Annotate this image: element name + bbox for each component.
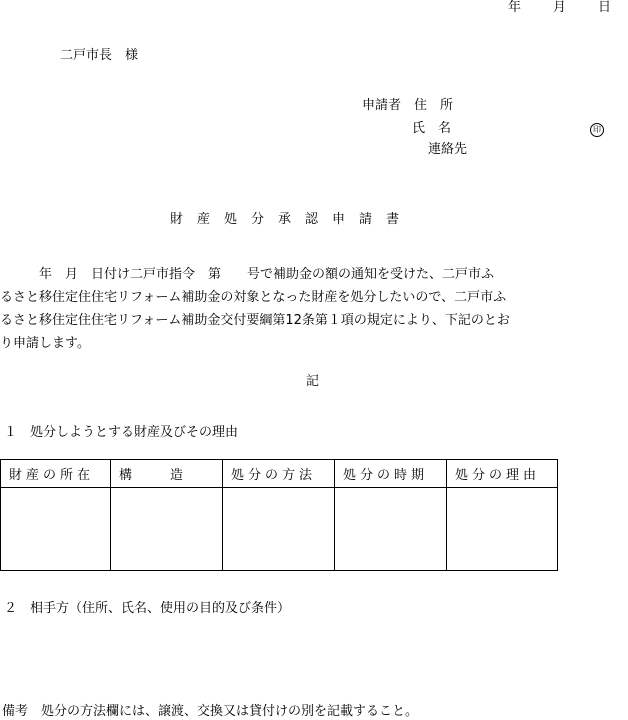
cell-method[interactable]: [223, 488, 335, 571]
seal-icon: 印: [590, 123, 604, 137]
property-table: [0, 459, 558, 571]
date-year: 年: [508, 0, 522, 15]
cell-structure[interactable]: [111, 488, 223, 571]
date-month: 月: [553, 0, 567, 15]
body-line-1: 年 月 日付け二戸市指令 第 号で補助金の額の通知を受けた、二戸市ふ: [0, 267, 495, 282]
body-line-2: るさと移住定住住宅リフォーム補助金の対象となった財産を処分したいので、二戸市ふ: [0, 290, 507, 305]
cell-timing[interactable]: [335, 488, 447, 571]
cell-reason[interactable]: [447, 488, 558, 571]
date-line: [508, 0, 611, 16]
col-reason: 処分の理由: [447, 460, 558, 488]
applicant-contact-label: 連絡先: [428, 142, 468, 157]
body-line-3: るさと移住定住住宅リフォーム補助金交付要綱第12条第１項の規定により、下記のとお: [0, 313, 510, 328]
document-title: 財産処分承認申請書: [170, 212, 414, 227]
col-method: 処分の方法: [223, 460, 335, 488]
col-location: 財産の所在: [1, 460, 111, 488]
section-1-heading: １ 処分しようとする財産及びその理由: [4, 425, 239, 440]
cell-location[interactable]: [1, 488, 111, 571]
ki-heading: 記: [306, 374, 320, 389]
addressee: 二戸市長 様: [60, 48, 139, 63]
table-header-row: [1, 460, 558, 488]
applicant-address-label: 申請者 住 所: [362, 98, 454, 113]
remarks-note: 備考 処分の方法欄には、譲渡、交換又は貸付けの別を記載すること。: [2, 704, 419, 719]
col-structure: 構 造: [111, 460, 223, 488]
body-line-4: り申請します。: [0, 336, 90, 351]
request-body: [0, 263, 628, 355]
applicant-name-label: 氏 名: [412, 121, 452, 136]
section-2-heading: ２ 相手方（住所、氏名、使用の目的及び条件）: [4, 601, 291, 616]
seal-mark: [590, 121, 604, 137]
col-timing: 処分の時期: [335, 460, 447, 488]
table-row: [1, 488, 558, 571]
date-day: 日: [598, 0, 612, 15]
